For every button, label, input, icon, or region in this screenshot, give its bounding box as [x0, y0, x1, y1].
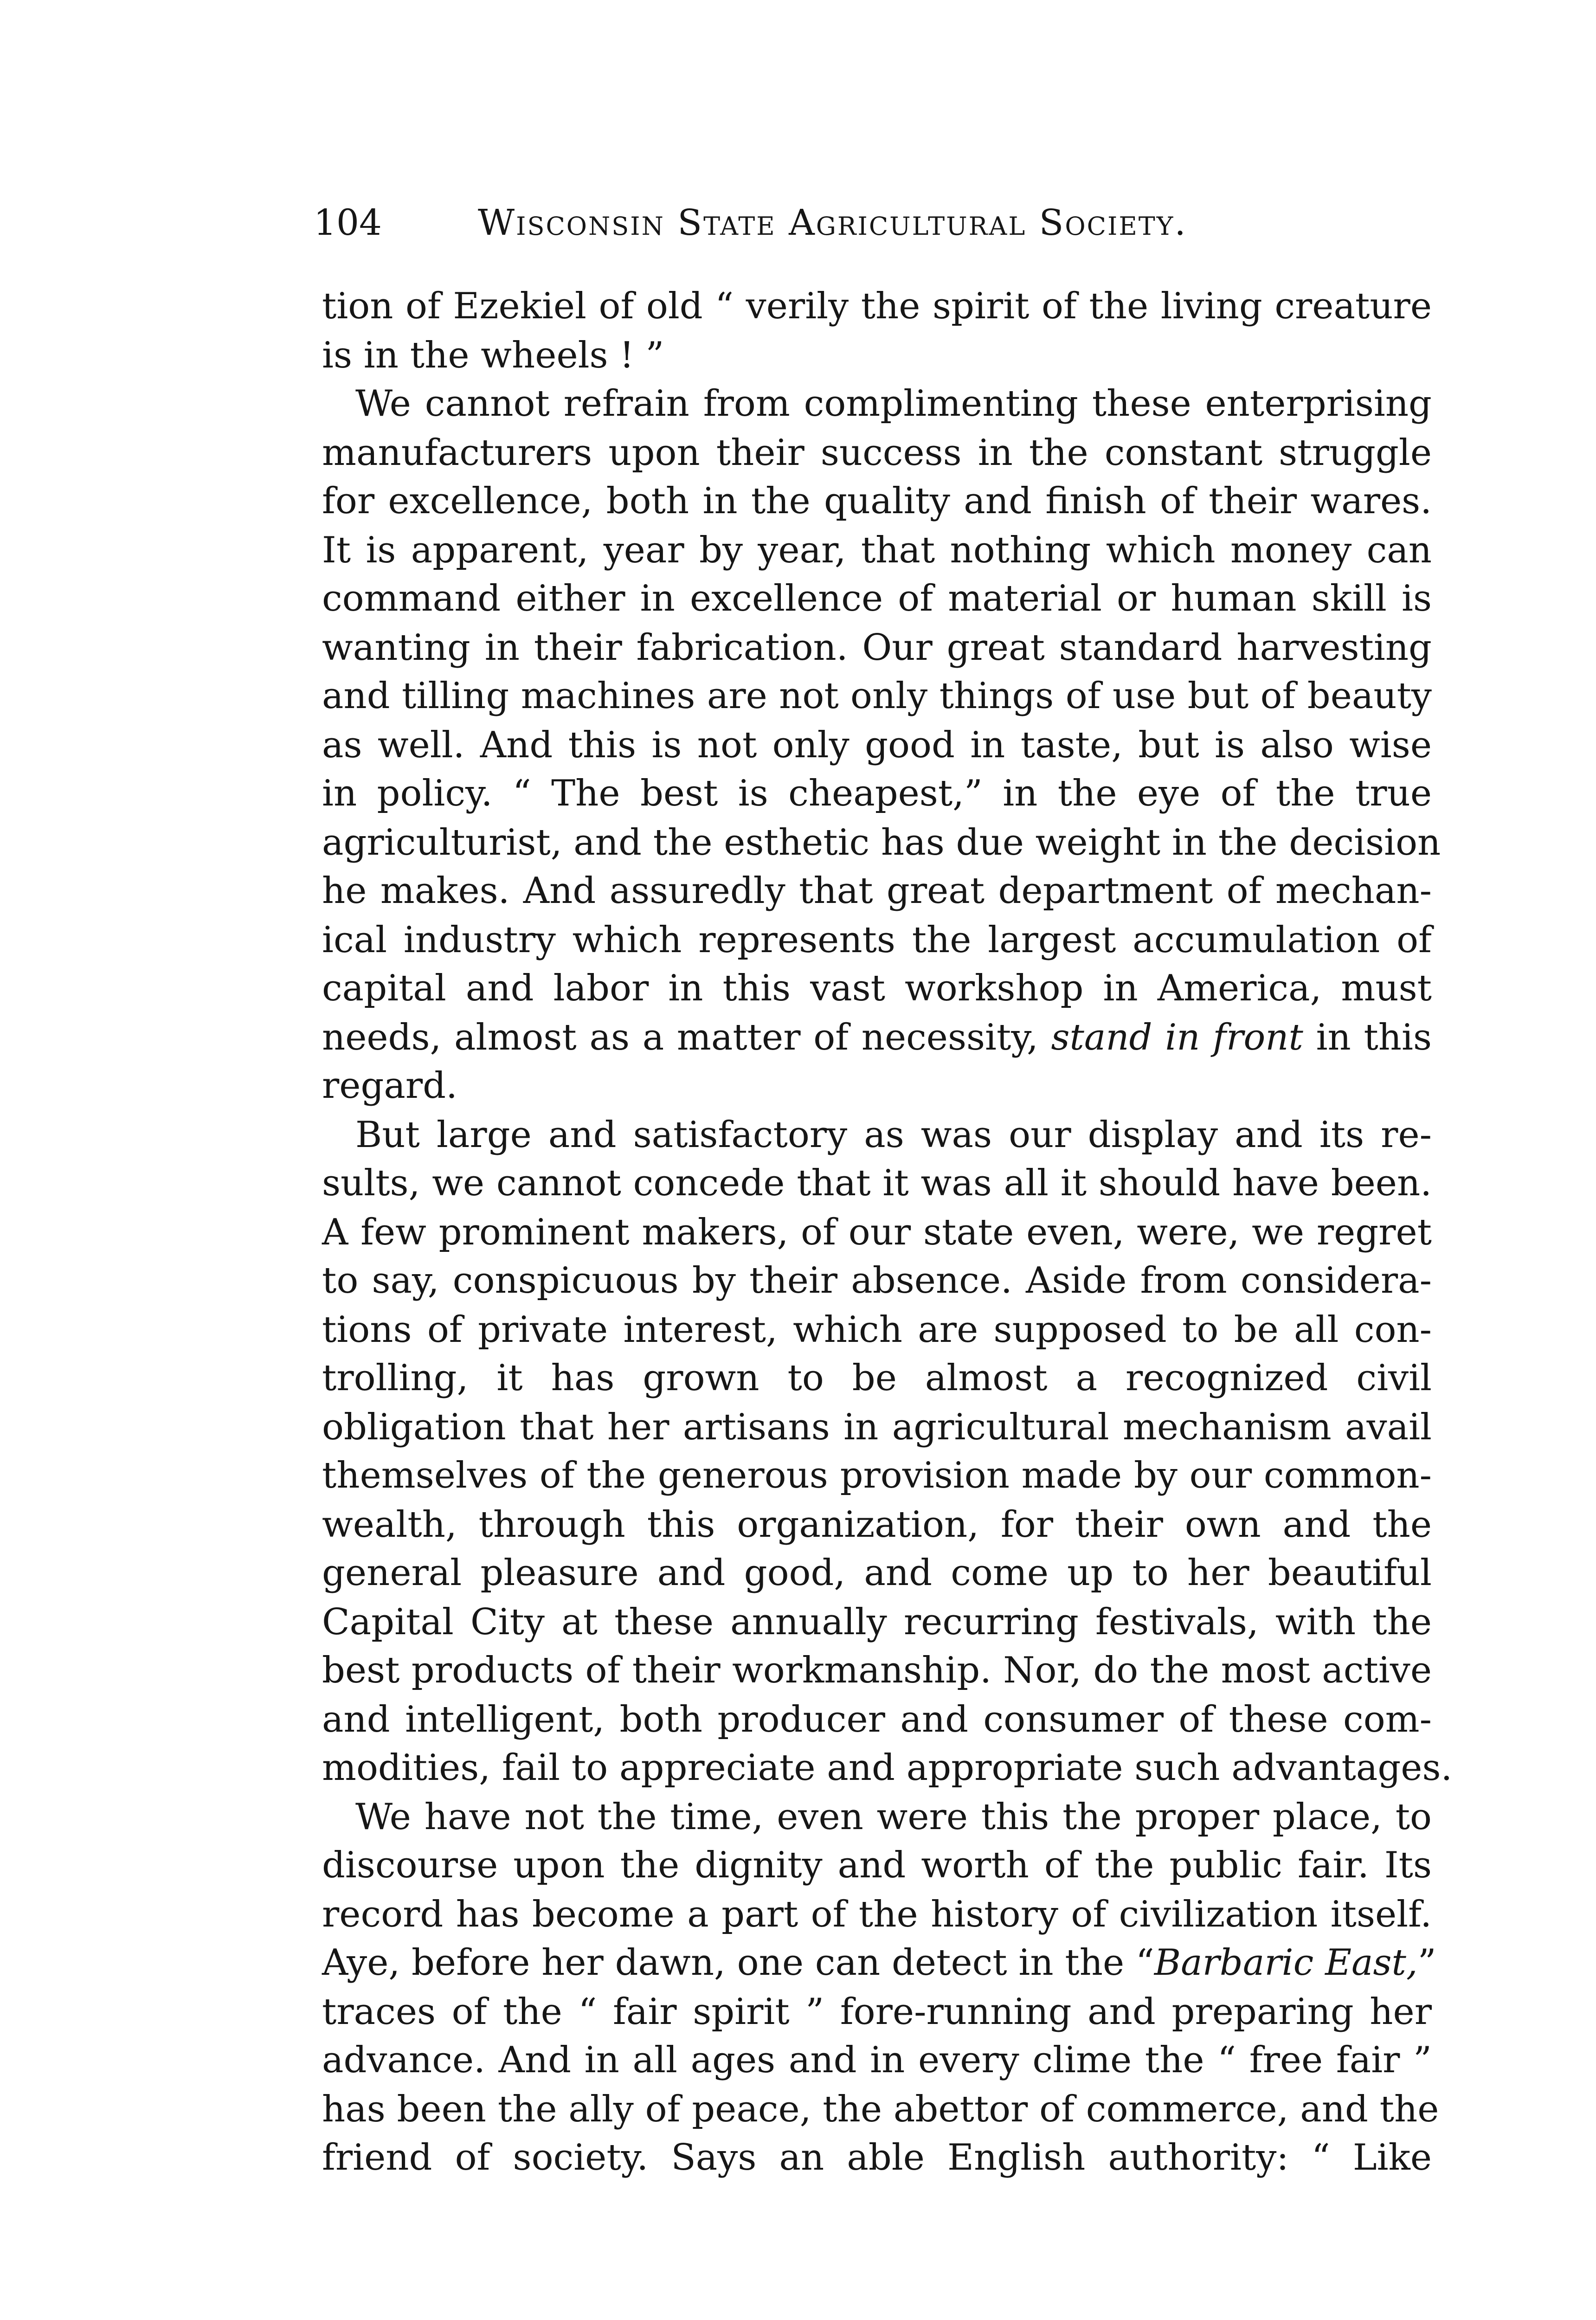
- text-line: [322, 1940, 1436, 1986]
- text-line: as well. And this is not only good in taste, but is also wise: [322, 724, 1432, 766]
- text-line: But large and satisfactory as was our display and its re-: [355, 1114, 1432, 1156]
- text-line: general pleasure and good, and come up to her beautiful: [322, 1552, 1432, 1594]
- text-line: trolling, it has grown to be almost a recognized civil: [322, 1357, 1432, 1399]
- text-line: traces of the “ fair spirit ” fore-running and preparing her: [322, 1991, 1432, 2033]
- text-line: record has become a part of the history of civilization itself.: [322, 1894, 1432, 1935]
- text-line: and intelligent, both producer and consumer of these com-: [322, 1699, 1432, 1740]
- text-line: sults, we cannot concede that it was all it should have been.: [322, 1162, 1432, 1204]
- text-line: ical industry which represents the largest accumulation of: [322, 919, 1432, 961]
- text-line: command either in excellence of material or human skill is: [322, 578, 1432, 619]
- text-segment: needs, almost as a matter of necessity,: [322, 1017, 1038, 1058]
- italic-phrase: stand in front: [1051, 1017, 1303, 1058]
- text-line: themselves of the generous provision made by our common-: [322, 1455, 1432, 1496]
- running-title: Wisconsin State Agricultural Society.: [478, 202, 1187, 244]
- text-line: modities, fail to appreciate and appropriate such advantages.: [322, 1747, 1453, 1789]
- text-line: and tilling machines are not only things of use but of beauty: [322, 675, 1432, 717]
- text-line: has been the ally of peace, the abettor of commerce, and the: [322, 2088, 1439, 2130]
- text-line: advance. And in all ages and in every clime the “ free fair ”: [322, 2039, 1432, 2081]
- text-line: agriculturist, and the esthetic has due weight in the decision: [322, 822, 1441, 864]
- page-number: 104: [314, 202, 382, 244]
- text-line: friend of society. Says an able English authority: “ Like: [322, 2137, 1432, 2178]
- text-line: We cannot refrain from complimenting these enterprising: [355, 383, 1432, 425]
- text-line: manufacturers upon their success in the constant struggle: [322, 432, 1432, 474]
- text-line: [322, 1014, 1432, 1061]
- text-line: in policy. “ The best is cheapest,” in the eye of the true: [322, 773, 1432, 814]
- text-line: best products of their workmanship. Nor, do the most active: [322, 1650, 1432, 1691]
- text-line: tions of private interest, which are supposed to be all con-: [322, 1309, 1432, 1351]
- page-header: [314, 198, 1436, 249]
- text-line: to say, conspicuous by their absence. Aside from considera-: [322, 1260, 1432, 1302]
- text-line: discourse upon the dignity and worth of the public fair. Its: [322, 1844, 1432, 1886]
- text-segment: Aye, before her dawn, one can detect in the “: [322, 1942, 1154, 1984]
- text-line: wealth, through this organization, for their own and the: [322, 1504, 1432, 1546]
- text-line: We have not the time, even were this the proper place, to: [355, 1796, 1432, 1838]
- text-line: for excellence, both in the quality and finish of their wares.: [322, 480, 1432, 522]
- text-line: obligation that her artisans in agricultural mechanism avail: [322, 1406, 1432, 1448]
- text-line: is in the wheels ! ”: [322, 335, 664, 376]
- italic-phrase: Barbaric East,: [1154, 1942, 1418, 1984]
- text-line: It is apparent, year by year, that nothing which money can: [322, 529, 1432, 571]
- text-line: wanting in their fabrication. Our great standard harvesting: [322, 627, 1432, 669]
- text-line: he makes. And assuredly that great department of mechan-: [322, 870, 1432, 912]
- text-segment: in this: [1316, 1017, 1432, 1058]
- text-line: tion of Ezekiel of old “ verily the spirit of the living creature: [322, 285, 1432, 327]
- text-line: capital and labor in this vast workshop in America, must: [322, 967, 1432, 1009]
- text-line: A few prominent makers, of our state even, were, we regret: [322, 1212, 1432, 1253]
- text-line: Capital City at these annually recurring festivals, with the: [322, 1601, 1432, 1643]
- text-segment: ”: [1417, 1942, 1436, 1984]
- text-line: regard.: [322, 1065, 457, 1107]
